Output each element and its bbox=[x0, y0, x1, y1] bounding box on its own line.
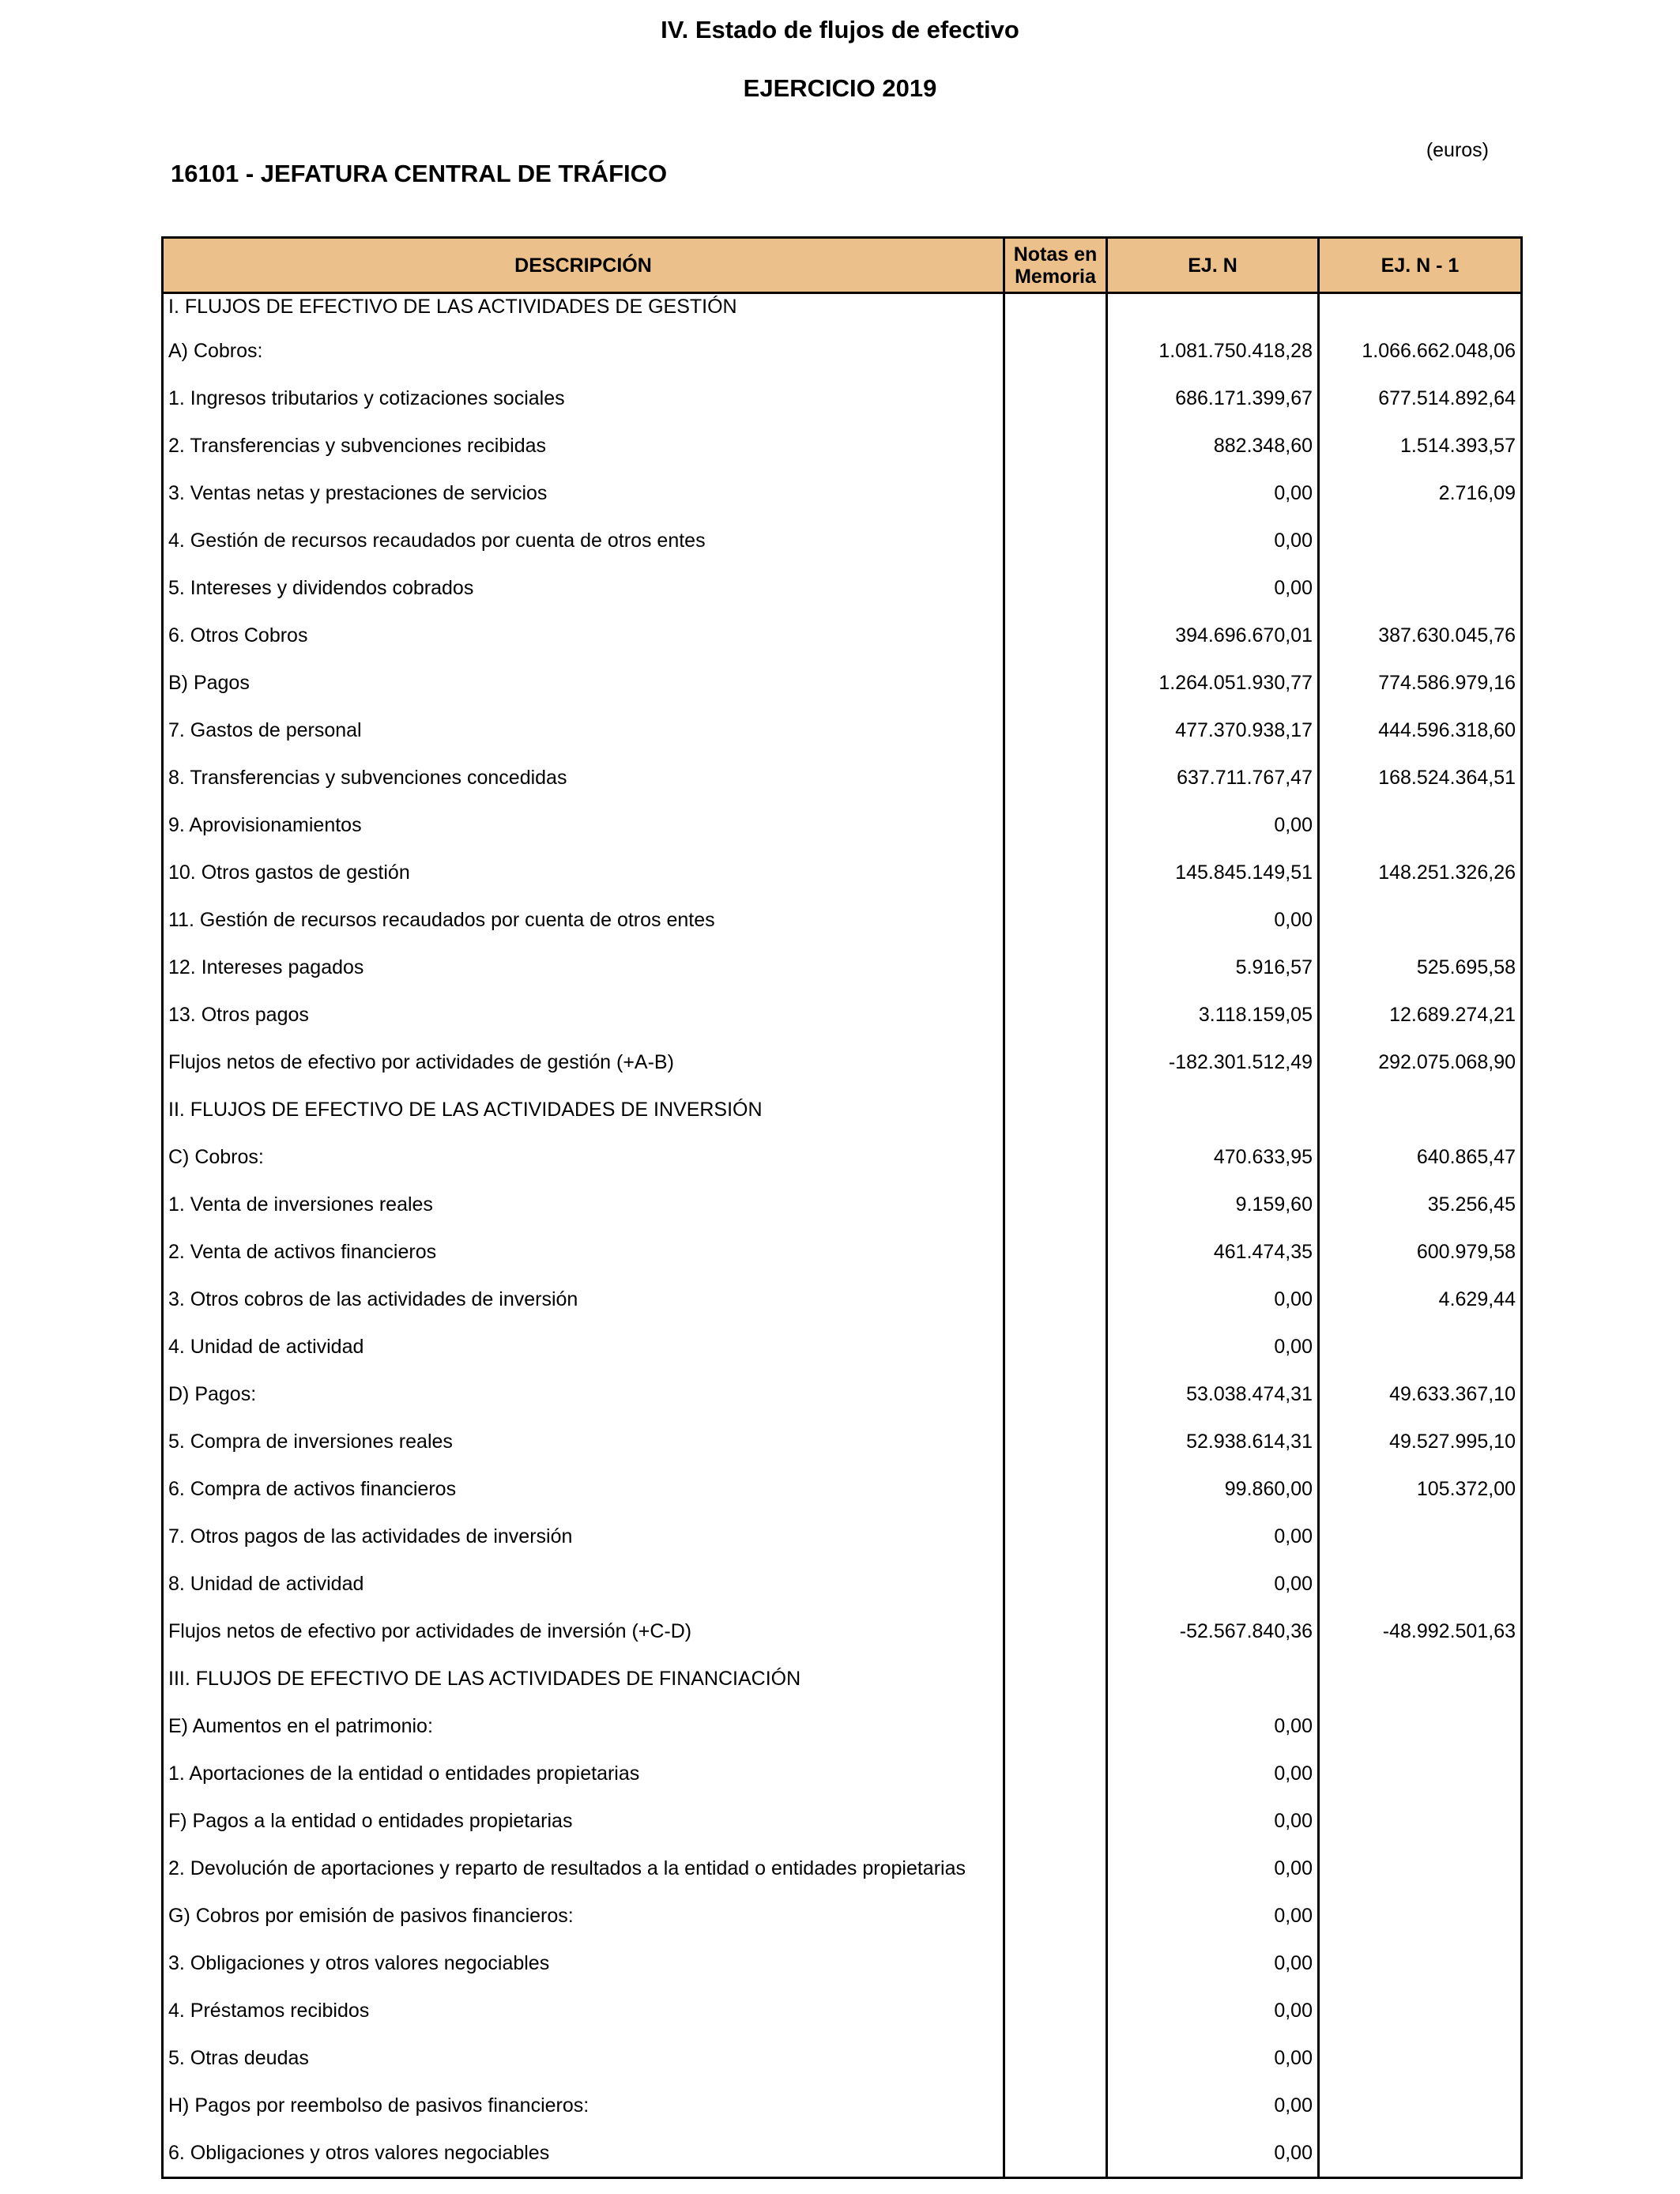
row-description: 4. Unidad de actividad bbox=[163, 1323, 1004, 1370]
row-description: 2. Devolución de aportaciones y reparto de resultados a la entidad o entidades propietarias bbox=[163, 1845, 1004, 1892]
row-notes bbox=[1004, 564, 1107, 612]
row-value-current: 1.081.750.418,28 bbox=[1107, 327, 1319, 375]
row-notes bbox=[1004, 849, 1107, 896]
row-notes bbox=[1004, 1513, 1107, 1560]
table-row bbox=[163, 1039, 1522, 1086]
row-description: 9. Aprovisionamientos bbox=[163, 801, 1004, 849]
row-value-previous bbox=[1319, 1323, 1522, 1370]
table-row bbox=[163, 1370, 1522, 1418]
row-value-previous: 677.514.892,64 bbox=[1319, 375, 1522, 422]
row-value-current: 0,00 bbox=[1107, 2082, 1319, 2129]
row-notes bbox=[1004, 375, 1107, 422]
row-value-current: 145.845.149,51 bbox=[1107, 849, 1319, 896]
row-value-current: 0,00 bbox=[1107, 1323, 1319, 1370]
row-value-previous: 444.596.318,60 bbox=[1319, 707, 1522, 754]
fiscal-year-subtitle: EJERCICIO 2019 bbox=[743, 74, 937, 102]
row-notes bbox=[1004, 469, 1107, 517]
table-row bbox=[163, 754, 1522, 801]
table-row bbox=[163, 1797, 1522, 1845]
row-notes bbox=[1004, 707, 1107, 754]
row-notes bbox=[1004, 1655, 1107, 1702]
row-notes bbox=[1004, 1608, 1107, 1655]
table-row bbox=[163, 2129, 1522, 2178]
row-value-current: 0,00 bbox=[1107, 1750, 1319, 1797]
row-description: B) Pagos bbox=[163, 659, 1004, 707]
table-row bbox=[163, 1513, 1522, 1560]
page-title: IV. Estado de flujos de efectivo bbox=[661, 16, 1019, 43]
row-notes bbox=[1004, 754, 1107, 801]
table-row bbox=[163, 1608, 1522, 1655]
row-description: III. FLUJOS DE EFECTIVO DE LAS ACTIVIDADES DE FINANCIACIÓN bbox=[163, 1655, 1004, 1702]
column-header-description: DESCRIPCIÓN bbox=[163, 238, 1004, 293]
row-value-previous: 148.251.326,26 bbox=[1319, 849, 1522, 896]
row-description: II. FLUJOS DE EFECTIVO DE LAS ACTIVIDADES DE INVERSIÓN bbox=[163, 1086, 1004, 1133]
column-header-current-year: EJ. N bbox=[1107, 238, 1319, 293]
row-value-current: 0,00 bbox=[1107, 801, 1319, 849]
row-value-current: 0,00 bbox=[1107, 1892, 1319, 1940]
row-value-previous: 12.689.274,21 bbox=[1319, 991, 1522, 1039]
row-value-current: 3.118.159,05 bbox=[1107, 991, 1319, 1039]
table-row bbox=[163, 659, 1522, 707]
row-value-previous bbox=[1319, 564, 1522, 612]
row-notes bbox=[1004, 1370, 1107, 1418]
table-body bbox=[163, 293, 1522, 2178]
row-value-previous: 640.865,47 bbox=[1319, 1133, 1522, 1181]
row-notes bbox=[1004, 293, 1107, 328]
table-row bbox=[163, 896, 1522, 944]
table-row bbox=[163, 1323, 1522, 1370]
row-description: D) Pagos: bbox=[163, 1370, 1004, 1418]
row-value-previous bbox=[1319, 1750, 1522, 1797]
row-description: Flujos netos de efectivo por actividades de gestión (+A-B) bbox=[163, 1039, 1004, 1086]
row-notes bbox=[1004, 1987, 1107, 2034]
row-value-current: 1.264.051.930,77 bbox=[1107, 659, 1319, 707]
row-value-current: 99.860,00 bbox=[1107, 1465, 1319, 1513]
row-value-current: 0,00 bbox=[1107, 1940, 1319, 1987]
row-description: 4. Préstamos recibidos bbox=[163, 1987, 1004, 2034]
row-value-previous: 4.629,44 bbox=[1319, 1276, 1522, 1323]
row-value-current: 0,00 bbox=[1107, 1987, 1319, 2034]
table-row bbox=[163, 991, 1522, 1039]
row-value-previous bbox=[1319, 2082, 1522, 2129]
row-value-previous: 168.524.364,51 bbox=[1319, 754, 1522, 801]
row-notes bbox=[1004, 1702, 1107, 1750]
row-value-previous bbox=[1319, 517, 1522, 564]
table-row bbox=[163, 612, 1522, 659]
table-row bbox=[163, 327, 1522, 375]
row-value-previous bbox=[1319, 1513, 1522, 1560]
row-value-current: 477.370.938,17 bbox=[1107, 707, 1319, 754]
row-value-previous bbox=[1319, 2129, 1522, 2178]
row-notes bbox=[1004, 1892, 1107, 1940]
row-value-previous bbox=[1319, 1797, 1522, 1845]
row-value-current: 882.348,60 bbox=[1107, 422, 1319, 469]
row-notes bbox=[1004, 896, 1107, 944]
row-description: 8. Unidad de actividad bbox=[163, 1560, 1004, 1608]
row-notes bbox=[1004, 1750, 1107, 1797]
row-notes bbox=[1004, 1465, 1107, 1513]
row-notes bbox=[1004, 1418, 1107, 1465]
row-value-current: -52.567.840,36 bbox=[1107, 1608, 1319, 1655]
row-value-current: 686.171.399,67 bbox=[1107, 375, 1319, 422]
table-row bbox=[163, 1418, 1522, 1465]
row-description: C) Cobros: bbox=[163, 1133, 1004, 1181]
row-description: 5. Otras deudas bbox=[163, 2034, 1004, 2082]
row-description: 10. Otros gastos de gestión bbox=[163, 849, 1004, 896]
row-value-current: 0,00 bbox=[1107, 1276, 1319, 1323]
row-value-previous: 600.979,58 bbox=[1319, 1228, 1522, 1276]
table-row bbox=[163, 1987, 1522, 2034]
table-row bbox=[163, 1133, 1522, 1181]
row-notes bbox=[1004, 1039, 1107, 1086]
row-value-current: 0,00 bbox=[1107, 896, 1319, 944]
column-header-notes: Notas en Memoria bbox=[1004, 238, 1107, 293]
row-notes bbox=[1004, 517, 1107, 564]
row-value-previous: 35.256,45 bbox=[1319, 1181, 1522, 1228]
table-row bbox=[163, 1655, 1522, 1702]
row-description: 3. Otros cobros de las actividades de inversión bbox=[163, 1276, 1004, 1323]
row-description: 6. Compra de activos financieros bbox=[163, 1465, 1004, 1513]
row-notes bbox=[1004, 2082, 1107, 2129]
row-value-previous: 525.695,58 bbox=[1319, 944, 1522, 991]
row-notes bbox=[1004, 1086, 1107, 1133]
row-value-current: 0,00 bbox=[1107, 1797, 1319, 1845]
table-row bbox=[163, 1560, 1522, 1608]
row-value-previous: -48.992.501,63 bbox=[1319, 1608, 1522, 1655]
row-description: E) Aumentos en el patrimonio: bbox=[163, 1702, 1004, 1750]
table-row bbox=[163, 1845, 1522, 1892]
row-value-previous: 387.630.045,76 bbox=[1319, 612, 1522, 659]
row-notes bbox=[1004, 1845, 1107, 1892]
table-row bbox=[163, 1276, 1522, 1323]
row-description: 12. Intereses pagados bbox=[163, 944, 1004, 991]
row-value-previous bbox=[1319, 1845, 1522, 1892]
row-description: F) Pagos a la entidad o entidades propietarias bbox=[163, 1797, 1004, 1845]
table-row bbox=[163, 517, 1522, 564]
row-description: 1. Venta de inversiones reales bbox=[163, 1181, 1004, 1228]
row-description: 1. Aportaciones de la entidad o entidades propietarias bbox=[163, 1750, 1004, 1797]
row-value-current: 52.938.614,31 bbox=[1107, 1418, 1319, 1465]
row-value-previous bbox=[1319, 1086, 1522, 1133]
row-value-current: -182.301.512,49 bbox=[1107, 1039, 1319, 1086]
row-value-current: 0,00 bbox=[1107, 469, 1319, 517]
row-notes bbox=[1004, 1228, 1107, 1276]
table-row bbox=[163, 849, 1522, 896]
row-value-current: 394.696.670,01 bbox=[1107, 612, 1319, 659]
table-row bbox=[163, 1750, 1522, 1797]
row-value-previous bbox=[1319, 2034, 1522, 2082]
table-row bbox=[163, 801, 1522, 849]
row-value-previous bbox=[1319, 896, 1522, 944]
table-row bbox=[163, 469, 1522, 517]
row-notes bbox=[1004, 1133, 1107, 1181]
row-value-current: 0,00 bbox=[1107, 1845, 1319, 1892]
row-value-previous bbox=[1319, 1702, 1522, 1750]
row-value-previous bbox=[1319, 1560, 1522, 1608]
table-row bbox=[163, 1892, 1522, 1940]
row-description: 7. Gastos de personal bbox=[163, 707, 1004, 754]
row-description: 3. Ventas netas y prestaciones de servicios bbox=[163, 469, 1004, 517]
row-value-current: 9.159,60 bbox=[1107, 1181, 1319, 1228]
table-row bbox=[163, 2082, 1522, 2129]
table-row bbox=[163, 2034, 1522, 2082]
table-row bbox=[163, 1702, 1522, 1750]
row-notes bbox=[1004, 659, 1107, 707]
table-row bbox=[163, 293, 1522, 328]
row-description: Flujos netos de efectivo por actividades de inversión (+C-D) bbox=[163, 1608, 1004, 1655]
row-value-current bbox=[1107, 1655, 1319, 1702]
row-value-current: 0,00 bbox=[1107, 1560, 1319, 1608]
table-row bbox=[163, 944, 1522, 991]
table-row bbox=[163, 707, 1522, 754]
row-description: 5. Compra de inversiones reales bbox=[163, 1418, 1004, 1465]
row-description: 13. Otros pagos bbox=[163, 991, 1004, 1039]
table-row bbox=[163, 375, 1522, 422]
row-value-current: 0,00 bbox=[1107, 517, 1319, 564]
row-notes bbox=[1004, 422, 1107, 469]
entity-name: 16101 - JEFATURA CENTRAL DE TRÁFICO bbox=[171, 160, 668, 187]
table-row bbox=[163, 422, 1522, 469]
row-notes bbox=[1004, 1276, 1107, 1323]
row-description: H) Pagos por reembolso de pasivos financieros: bbox=[163, 2082, 1004, 2129]
row-description: 1. Ingresos tributarios y cotizaciones sociales bbox=[163, 375, 1004, 422]
row-description: 5. Intereses y dividendos cobrados bbox=[163, 564, 1004, 612]
row-value-previous: 774.586.979,16 bbox=[1319, 659, 1522, 707]
row-notes bbox=[1004, 801, 1107, 849]
row-description: 11. Gestión de recursos recaudados por cuenta de otros entes bbox=[163, 896, 1004, 944]
cash-flow-table bbox=[161, 236, 1523, 2179]
row-value-previous: 1.066.662.048,06 bbox=[1319, 327, 1522, 375]
currency-units: (euros) bbox=[1426, 139, 1489, 161]
row-description: 6. Otros Cobros bbox=[163, 612, 1004, 659]
row-value-current: 0,00 bbox=[1107, 564, 1319, 612]
row-notes bbox=[1004, 1560, 1107, 1608]
row-value-previous bbox=[1319, 1892, 1522, 1940]
row-value-previous: 1.514.393,57 bbox=[1319, 422, 1522, 469]
row-description: 6. Obligaciones y otros valores negociables bbox=[163, 2129, 1004, 2178]
row-description: 7. Otros pagos de las actividades de inversión bbox=[163, 1513, 1004, 1560]
row-description: 8. Transferencias y subvenciones concedidas bbox=[163, 754, 1004, 801]
row-notes bbox=[1004, 1797, 1107, 1845]
row-description: 2. Venta de activos financieros bbox=[163, 1228, 1004, 1276]
row-value-previous bbox=[1319, 801, 1522, 849]
row-value-current bbox=[1107, 1086, 1319, 1133]
table-row bbox=[163, 1228, 1522, 1276]
row-notes bbox=[1004, 944, 1107, 991]
row-value-current: 5.916,57 bbox=[1107, 944, 1319, 991]
table-row bbox=[163, 1181, 1522, 1228]
row-description: I. FLUJOS DE EFECTIVO DE LAS ACTIVIDADES DE GESTIÓN bbox=[163, 293, 1004, 328]
row-value-current: 53.038.474,31 bbox=[1107, 1370, 1319, 1418]
row-value-current: 0,00 bbox=[1107, 2129, 1319, 2178]
row-value-previous bbox=[1319, 1987, 1522, 2034]
row-notes bbox=[1004, 991, 1107, 1039]
row-value-current: 461.474,35 bbox=[1107, 1228, 1319, 1276]
row-notes bbox=[1004, 1181, 1107, 1228]
row-value-previous: 2.716,09 bbox=[1319, 469, 1522, 517]
row-value-previous: 49.527.995,10 bbox=[1319, 1418, 1522, 1465]
row-notes bbox=[1004, 1323, 1107, 1370]
row-description: A) Cobros: bbox=[163, 327, 1004, 375]
table-header-row bbox=[163, 238, 1522, 293]
row-value-current: 0,00 bbox=[1107, 1513, 1319, 1560]
row-description: 3. Obligaciones y otros valores negociables bbox=[163, 1940, 1004, 1987]
table-row bbox=[163, 1465, 1522, 1513]
row-value-current: 0,00 bbox=[1107, 1702, 1319, 1750]
row-value-previous bbox=[1319, 1940, 1522, 1987]
row-value-previous bbox=[1319, 1655, 1522, 1702]
row-value-current: 0,00 bbox=[1107, 2034, 1319, 2082]
row-notes bbox=[1004, 612, 1107, 659]
table-row bbox=[163, 1086, 1522, 1133]
row-value-current bbox=[1107, 293, 1319, 328]
row-value-current: 637.711.767,47 bbox=[1107, 754, 1319, 801]
row-notes bbox=[1004, 327, 1107, 375]
row-description: 4. Gestión de recursos recaudados por cuenta de otros entes bbox=[163, 517, 1004, 564]
row-value-previous: 292.075.068,90 bbox=[1319, 1039, 1522, 1086]
row-value-previous: 49.633.367,10 bbox=[1319, 1370, 1522, 1418]
row-description: G) Cobros por emisión de pasivos financieros: bbox=[163, 1892, 1004, 1940]
row-description: 2. Transferencias y subvenciones recibidas bbox=[163, 422, 1004, 469]
row-value-previous: 105.372,00 bbox=[1319, 1465, 1522, 1513]
table-row bbox=[163, 1940, 1522, 1987]
row-notes bbox=[1004, 1940, 1107, 1987]
row-value-current: 470.633,95 bbox=[1107, 1133, 1319, 1181]
row-notes bbox=[1004, 2129, 1107, 2178]
column-header-previous-year: EJ. N - 1 bbox=[1319, 238, 1522, 293]
table-row bbox=[163, 564, 1522, 612]
row-value-previous bbox=[1319, 293, 1522, 328]
row-notes bbox=[1004, 2034, 1107, 2082]
